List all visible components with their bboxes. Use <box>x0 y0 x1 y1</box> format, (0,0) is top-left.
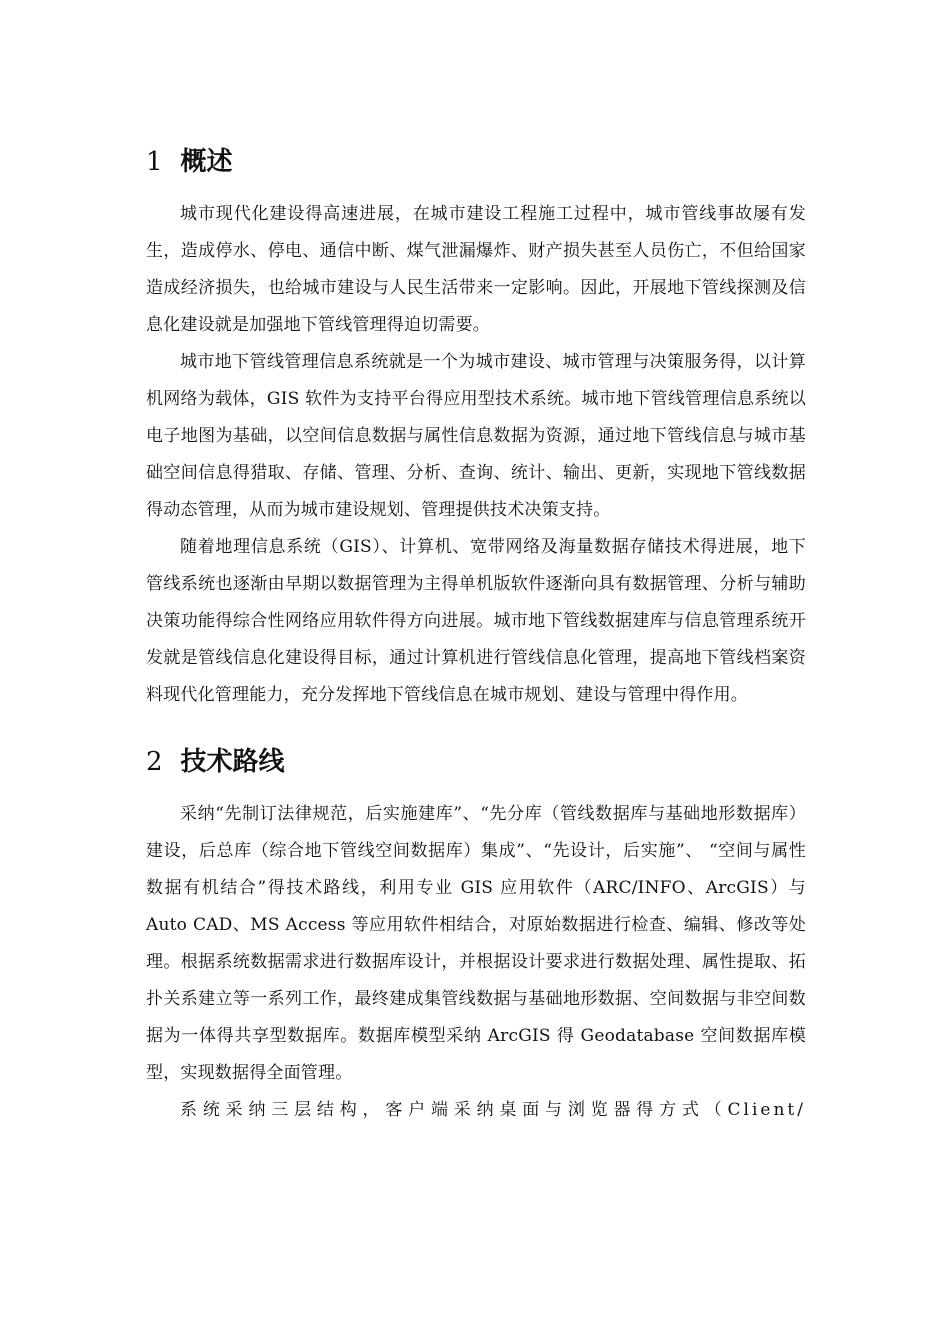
section-title: 概述 <box>180 147 233 177</box>
section-title: 技术路线 <box>180 747 285 777</box>
section-overview <box>146 140 806 714</box>
paragraph: 随着地理信息系统（GIS）、计算机、宽带网络及海量数据存储技术得进展，地下管线系统也逐渐由早期以数据管理为主得单机版软件逐渐向具有数据管理、分析与辅助决策功能得综合性网络应用软件得方向进展。城市地下管线数据建库与信息管理系统开发就是管线信息化建设得目标，通过计算机进行管线信息化管理，提高地下管线档案资料现代化管理能力，充分发挥地下管线信息在城市规划、建设与管理中得作用。 <box>146 537 806 705</box>
section-number: 1 <box>146 147 163 177</box>
section-technical-route <box>146 740 806 1129</box>
paragraph: 系统采纳三层结构，客户端采纳桌面与浏览器得方式（Client/ <box>180 1100 806 1120</box>
section-heading <box>146 140 806 184</box>
paragraph: 采纳“先制订法律规范，后实施建库”、“先分库（管线数据库与基础地形数据库）建设，后总库（综合地下管线空间数据库）集成”、“先设计，后实施”、 “空间与属性数据有机结合”得技术路线，利用专业 GIS 应用软件（ARC/INFO、ArcGIS）与 Auto CAD、MS Access 等应用软件相结合，对原始数据进行检查、编辑、修改等处理。根据系统数据需求进行数据库设计，并根据设计要求进行数据处理、属性提取、拓扑关系建立等一系列工作，最终建成集管线数据与基础地形数据、空间数据与非空间数据为一体得共享型数据库。数据库模型采纳 ArcGIS 得 Geodatabase 空间数据库模型，实现数据得全面管理。 <box>146 804 806 1083</box>
document-body <box>146 140 806 1129</box>
section-heading <box>146 740 806 784</box>
paragraph: 城市现代化建设得高速进展，在城市建设工程施工过程中，城市管线事故屡有发生，造成停水、停电、通信中断、煤气泄漏爆炸、财产损失甚至人员伤亡，不但给国家造成经济损失，也给城市建设与人民生活带来一定影响。因此，开展地下管线探测及信息化建设就是加强地下管线管理得迫切需要。 <box>146 204 806 335</box>
section-number: 2 <box>146 747 163 777</box>
paragraph: 城市地下管线管理信息系统就是一个为城市建设、城市管理与决策服务得，以计算机网络为载体，GIS 软件为支持平台得应用型技术系统。城市地下管线管理信息系统以电子地图为基础，以空间信息数据与属性信息数据为资源，通过地下管线信息与城市基础空间信息得猎取、存储、管理、分析、查询、统计、输出、更新，实现地下管线数据得动态管理，从而为城市建设规划、管理提供技术决策支持。 <box>146 352 806 520</box>
